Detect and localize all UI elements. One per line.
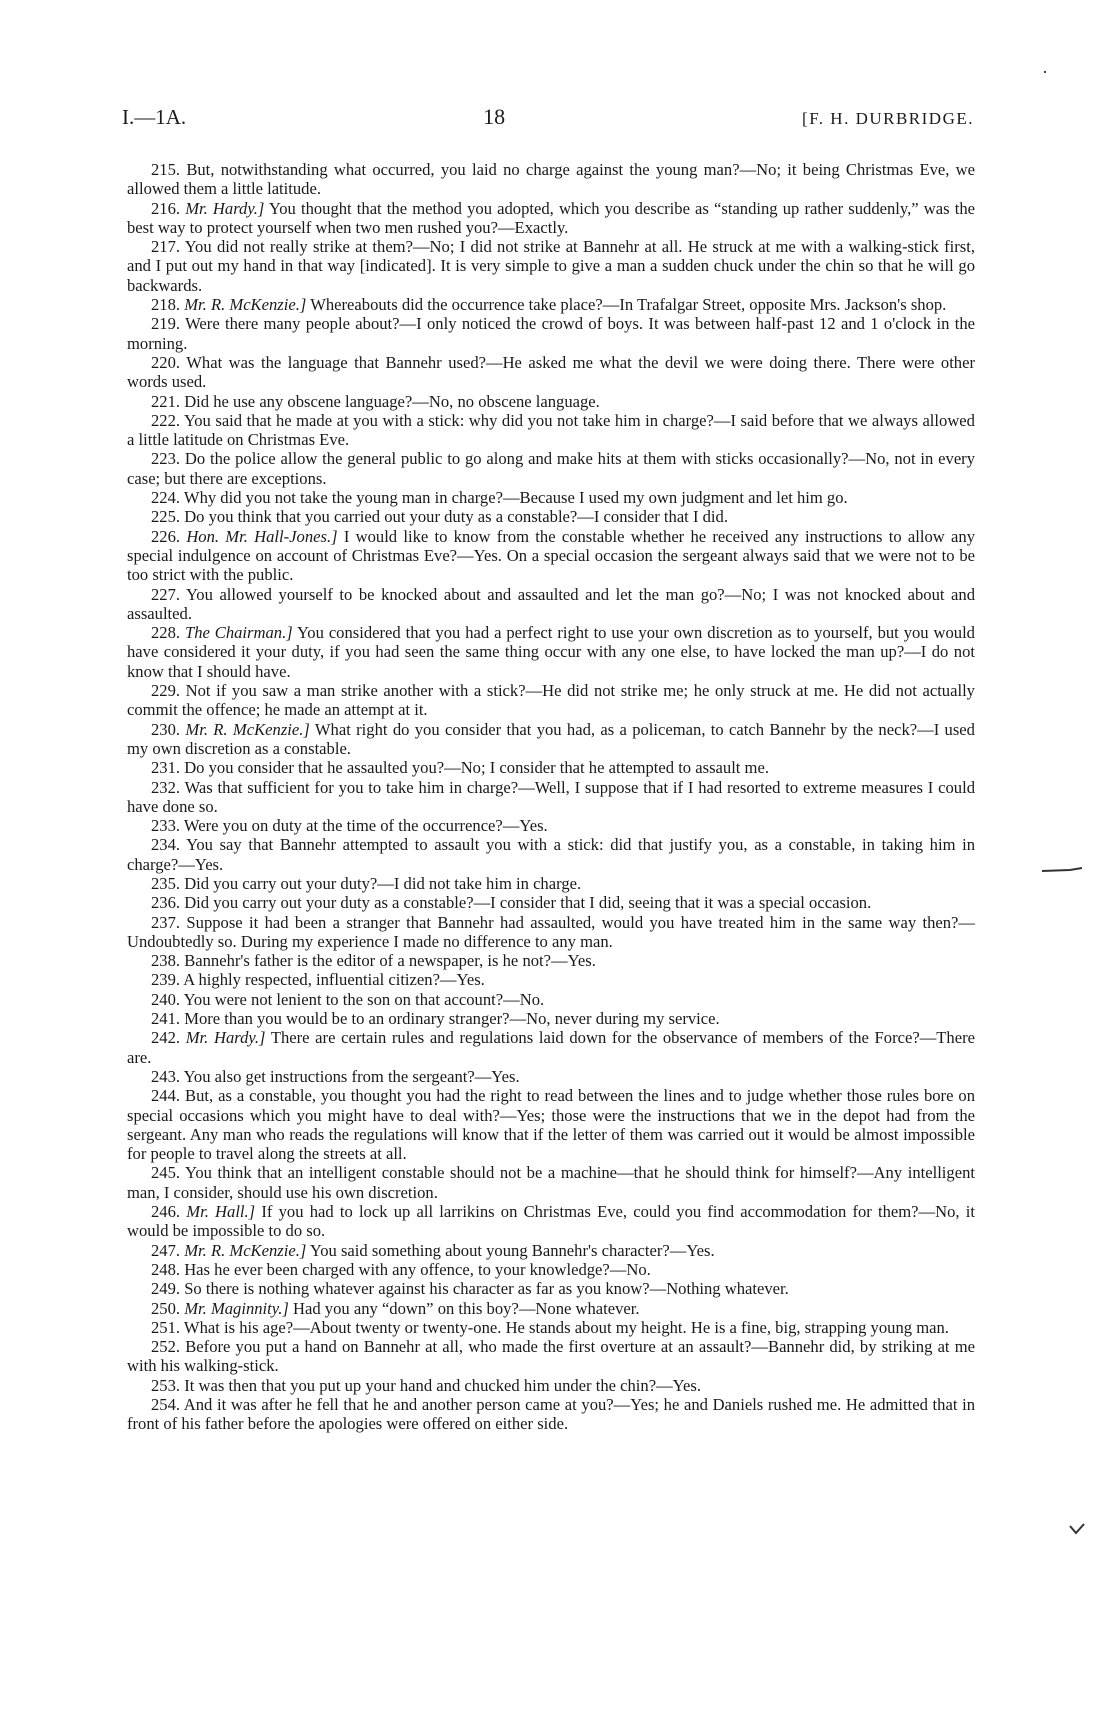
question-paragraph	[127, 1163, 975, 1202]
question-number: 217.	[151, 237, 181, 257]
question-paragraph	[127, 1009, 975, 1028]
question-paragraph	[127, 681, 975, 720]
question-paragraph	[127, 990, 975, 1009]
question-paragraph	[127, 893, 975, 912]
speaker-name: Hon. Mr. Hall-Jones.]	[186, 526, 338, 546]
question-text: Do the police allow the general public to go along and make hits at them with sticks occasionally?—No, not in every case; but there are exceptions.	[127, 449, 976, 488]
question-paragraph	[127, 758, 975, 777]
question-text: What is his age?—About twenty or twenty-one. He stands about my height. He is a fine, big, strapping young man.	[183, 1317, 949, 1337]
question-paragraph	[127, 874, 975, 893]
question-number: 216.	[151, 198, 181, 218]
question-paragraph	[127, 507, 975, 526]
question-number: 234.	[151, 835, 181, 855]
question-text: You did not really strike at them?—No; I did not strike at Bannehr at all. He struck at me with a walking-stick first, and I put out my hand in that way [indicated]. It is very simple to give a man a sudden chuck under the chin so that he will go backwards.	[127, 237, 975, 295]
testimony-body	[127, 160, 975, 1434]
question-text: Had you any “down” on this boy?—None whatever.	[293, 1298, 640, 1318]
question-number: 238.	[151, 951, 181, 971]
question-paragraph	[127, 623, 975, 681]
question-number: 244.	[151, 1086, 181, 1106]
question-paragraph	[127, 1395, 975, 1434]
question-number: 237.	[151, 912, 181, 932]
margin-dash-mark	[1040, 865, 1084, 875]
speaker-name: Mr. Hall.]	[186, 1202, 256, 1222]
question-number: 215.	[151, 160, 181, 179]
speaker-name: Mr. Hardy.]	[185, 1028, 266, 1048]
question-paragraph	[127, 1299, 975, 1318]
question-number: 228.	[151, 623, 181, 643]
question-paragraph	[127, 1067, 975, 1086]
margin-dot: ·	[1042, 62, 1048, 82]
page-number: 18	[483, 104, 506, 129]
question-paragraph	[127, 1318, 975, 1337]
question-paragraph	[127, 527, 975, 585]
question-text: It was then that you put up your hand and chucked him under the chin?—Yes.	[184, 1375, 701, 1395]
question-paragraph	[127, 392, 975, 411]
question-paragraph	[127, 314, 975, 353]
question-paragraph	[127, 585, 975, 624]
question-number: 226.	[151, 526, 181, 546]
question-text: You think that an intelligent constable should not be a machine—that he should think for himself?—Any intelligent man, I consider, should use his own discretion.	[127, 1163, 975, 1202]
question-text: More than you would be to an ordinary stranger?—No, never during my service.	[184, 1009, 720, 1029]
question-text: Did you carry out your duty as a constable?—I consider that I did, seeing that it was a special occasion.	[184, 893, 872, 913]
question-text: You were not lenient to the son on that account?—No.	[183, 989, 545, 1009]
question-number: 253.	[151, 1375, 181, 1395]
question-text: You allowed yourself to be knocked about and assaulted and let the man go?—No; I was not knocked about and assaulted.	[127, 584, 975, 623]
question-text: I would like to know from the constable whether he received any instructions to allow any special indulgence on account of Christmas Eve?—Yes. On a special occasion the sergeant always said that we were not to be too strict with the public.	[127, 526, 975, 585]
question-text: Suppose it had been a stranger that Bannehr had assaulted, would you have treated him in the same way then?—Undoubtedly so. During my experience I made no difference to any man.	[127, 912, 976, 951]
question-number: 236.	[151, 893, 181, 913]
question-number: 249.	[151, 1279, 181, 1299]
speaker-name: Mr. Hardy.]	[185, 198, 265, 218]
question-text: You say that Bannehr attempted to assault you with a stick: did that justify you, as a constable, in taking him in charge?—Yes.	[127, 835, 975, 874]
question-text: You said something about young Bannehr's character?—Yes.	[309, 1240, 715, 1260]
question-number: 218.	[151, 295, 181, 315]
margin-tick-mark	[1068, 1522, 1086, 1538]
question-number: 232.	[151, 777, 181, 797]
question-paragraph	[127, 1279, 975, 1298]
question-paragraph	[127, 835, 975, 874]
question-text: You said that he made at you with a stick: why did you not take him in charge?—I said before that we always allowed a little latitude on Christmas Eve.	[127, 410, 975, 450]
question-number: 235.	[151, 873, 181, 893]
question-text: A highly respected, influential citizen?—Yes.	[183, 970, 485, 990]
question-paragraph	[127, 970, 975, 989]
question-number: 243.	[151, 1066, 181, 1086]
question-paragraph	[127, 1376, 975, 1395]
question-text: There are certain rules and regulations laid down for the observance of members of the Force?—There are.	[127, 1028, 975, 1067]
question-text: Do you consider that he assaulted you?—No; I consider that he attempted to assault me.	[184, 758, 769, 778]
question-number: 221.	[151, 391, 181, 411]
question-paragraph	[127, 1337, 975, 1376]
question-paragraph	[127, 778, 975, 817]
question-text: Were you on duty at the time of the occurrence?—Yes.	[183, 816, 548, 836]
question-number: 233.	[151, 816, 181, 836]
question-paragraph	[127, 1241, 975, 1260]
question-number: 242.	[151, 1028, 181, 1048]
question-text: Why did you not take the young man in charge?—Because I used my own judgment and let him go.	[183, 488, 848, 508]
speaker-name: Mr. R. McKenzie.]	[185, 719, 310, 739]
question-number: 245.	[151, 1163, 181, 1183]
question-number: 222.	[151, 410, 181, 430]
question-number: 223.	[151, 449, 181, 469]
question-paragraph	[127, 237, 975, 295]
question-paragraph	[127, 1086, 975, 1163]
question-paragraph	[127, 720, 975, 759]
question-number: 246.	[151, 1202, 181, 1222]
question-text: What right do you consider that you had, as a policeman, to catch Bannehr by the neck?—I used my own discretion as a constable.	[127, 719, 975, 758]
speaker-name: Mr. Maginnity.]	[184, 1298, 289, 1318]
question-paragraph	[127, 160, 975, 199]
question-paragraph	[127, 295, 975, 314]
question-paragraph	[127, 199, 975, 238]
question-paragraph	[127, 1028, 975, 1067]
question-paragraph	[127, 449, 975, 488]
question-text: Did you carry out your duty?—I did not take him in charge.	[184, 873, 582, 893]
question-text: Bannehr's father is the editor of a newspaper, is he not?—Yes.	[184, 951, 596, 971]
question-number: 219.	[151, 314, 181, 334]
question-text: Before you put a hand on Bannehr at all, who made the first overture at an assault?—Bannehr did, by striking at me with his walking-stick.	[127, 1337, 975, 1376]
question-paragraph	[127, 816, 975, 835]
question-paragraph	[127, 411, 975, 450]
question-number: 220.	[151, 352, 181, 372]
question-text: Has he ever been charged with any offence, to your knowledge?—No.	[184, 1259, 651, 1279]
question-number: 240.	[151, 989, 181, 1009]
question-number: 247.	[151, 1240, 181, 1260]
question-number: 250.	[151, 1298, 181, 1318]
question-number: 251.	[151, 1317, 181, 1337]
question-paragraph	[127, 913, 975, 952]
question-text: Were there many people about?—I only noticed the crowd of boys. It was between half-past 12 and 1 o'clock in the morning.	[127, 314, 975, 353]
question-text: What was the language that Bannehr used?—He asked me what the devil we were doing there. There were other words used.	[127, 352, 975, 392]
question-text: And it was after he fell that he and another person came at you?—Yes; he and Daniels rushed me. He admitted that in front of his father before the apologies were offered on either side.	[127, 1395, 975, 1434]
question-number: 230.	[151, 719, 181, 739]
question-text: You thought that the method you adopted, which you describe as “standing up rather suddenly,” was the best way to protect yourself when two men rushed you?—Exactly.	[127, 198, 975, 237]
question-number: 239.	[151, 970, 181, 990]
question-paragraph	[127, 951, 975, 970]
question-number: 254.	[151, 1395, 181, 1414]
question-number: 241.	[151, 1009, 181, 1029]
question-text: But, notwithstanding what occurred, you laid no charge against the young man?—No; it being Christmas Eve, we allowed them a little latitude.	[127, 160, 976, 199]
question-number: 224.	[151, 488, 181, 508]
question-paragraph	[127, 353, 975, 392]
question-text: You considered that you had a perfect right to use your own discretion as to yourself, but you would have considered it your duty, if you had seen the same thing occur with any one else, to have locked the man up?—I do not know that I should have.	[127, 623, 975, 681]
paper-reference: I.—1A.	[122, 105, 187, 129]
question-paragraph	[127, 1260, 975, 1279]
question-text: If you had to lock up all larrikins on Christmas Eve, could you find accommodation for them?—No, it would be impossible to do so.	[127, 1202, 975, 1241]
question-text: Do you think that you carried out your duty as a constable?—I consider that I did.	[184, 507, 728, 527]
question-text: You also get instructions from the sergeant?—Yes.	[183, 1066, 520, 1086]
question-paragraph	[127, 488, 975, 507]
speaker-name: Mr. R. McKenzie.]	[184, 1240, 307, 1260]
page-header	[122, 104, 974, 134]
question-number: 225.	[151, 507, 181, 527]
speaker-name: Mr. R. McKenzie.]	[184, 295, 307, 315]
question-number: 231.	[151, 758, 181, 778]
question-text: Whereabouts did the occurrence take place?—In Trafalgar Street, opposite Mrs. Jackson's shop.	[310, 295, 947, 315]
question-text: So there is nothing whatever against his character as far as you know?—Nothing whatever.	[184, 1279, 789, 1299]
question-number: 227.	[151, 584, 181, 604]
question-text: But, as a constable, you thought you had the right to read between the lines and to judge whether those rules bore on special occasions which you might have to deal with?—Yes; those were the instructions that we in the depot had from the sergeant. Any man who reads the regulations will know that if the letter of them was carried out it would be almost impossible for people to travel along the streets at all.	[127, 1086, 975, 1164]
question-number: 229.	[151, 681, 181, 701]
question-text: Did he use any obscene language?—No, no obscene language.	[184, 391, 600, 411]
question-text: Not if you saw a man strike another with a stick?—He did not strike me; he only struck at me. He did not actually commit the offence; he made an attempt at it.	[127, 681, 975, 720]
question-text: Was that sufficient for you to take him in charge?—Well, I suppose that if I had resorted to extreme measures I could have done so.	[127, 777, 975, 816]
question-paragraph	[127, 1202, 975, 1241]
speaker-name: The Chairman.]	[184, 623, 293, 643]
question-number: 252.	[151, 1337, 181, 1357]
witness-name: [F. H. DURBRIDGE.	[802, 109, 974, 128]
question-number: 248.	[151, 1259, 181, 1279]
